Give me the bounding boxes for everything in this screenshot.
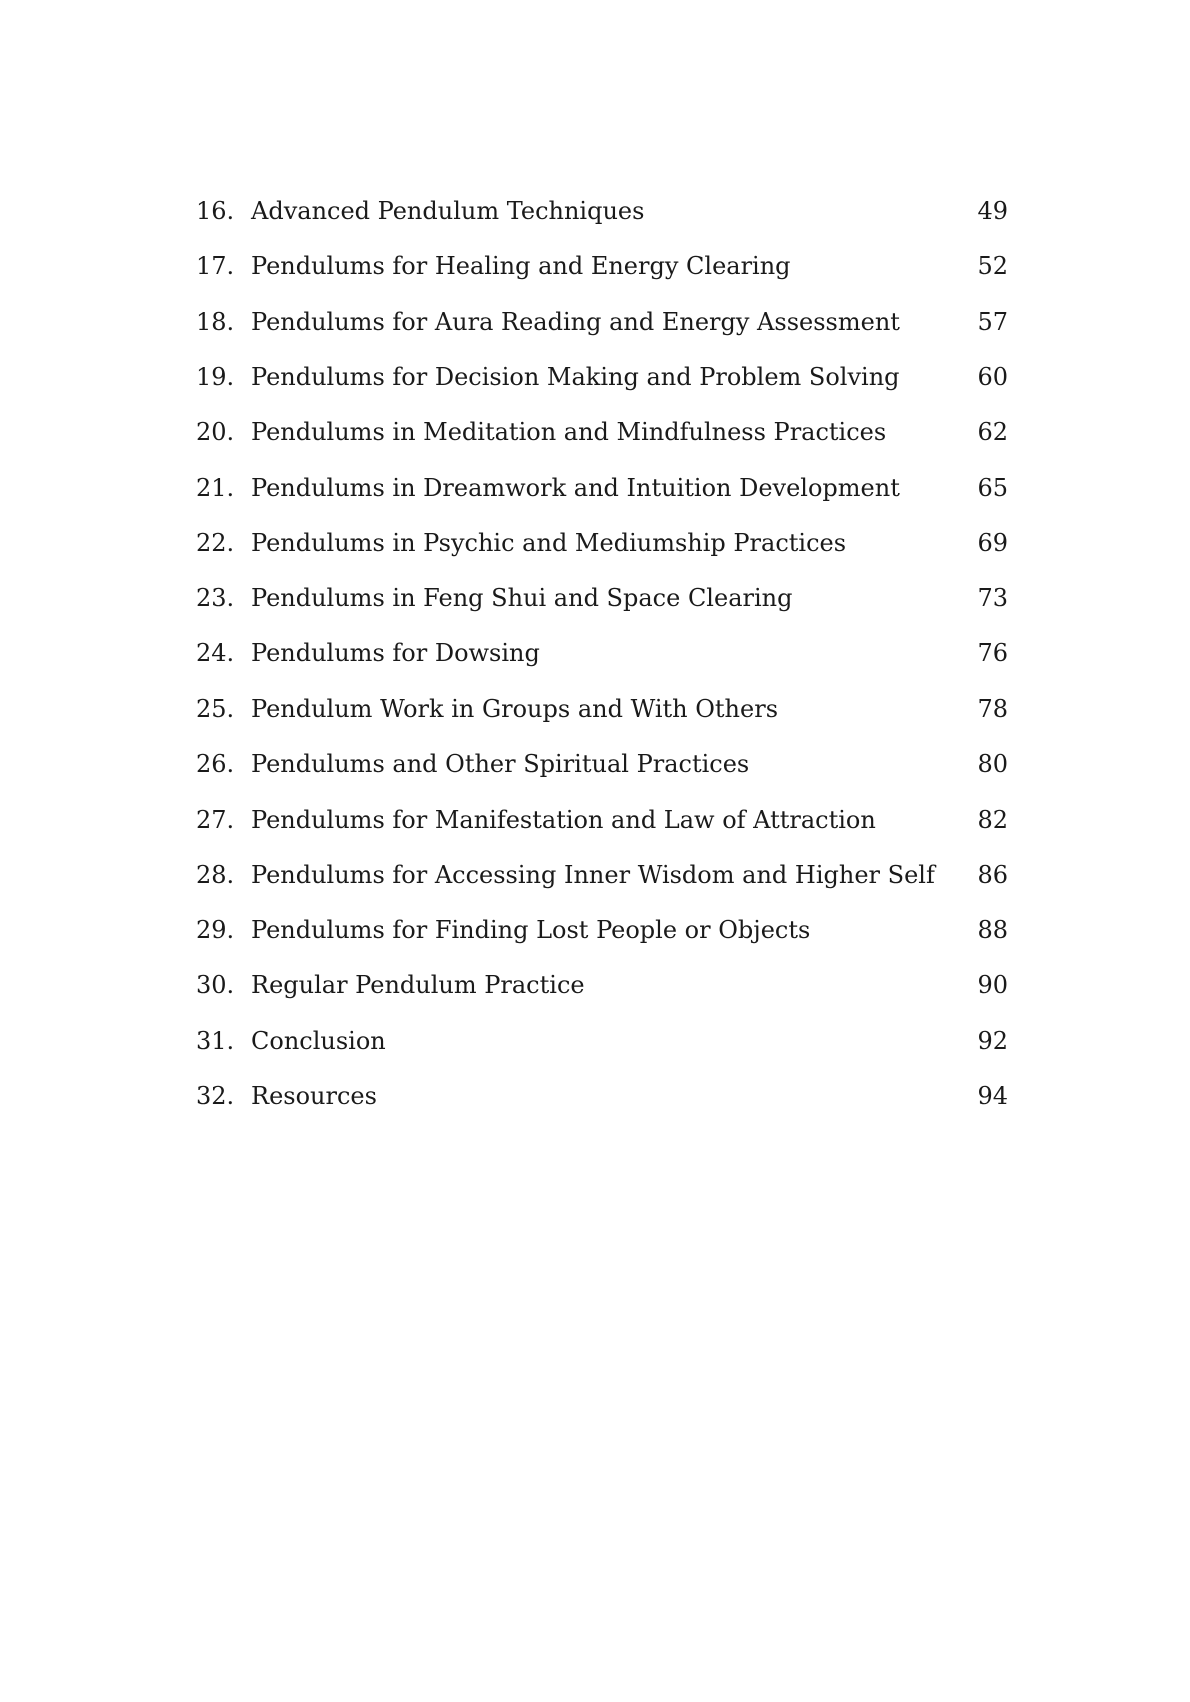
- toc-entry: [196, 246, 1008, 286]
- toc-entry: [196, 965, 1008, 1005]
- chapter-title: Advanced Pendulum Techniques: [251, 197, 645, 225]
- page-number: 60: [977, 363, 1008, 391]
- toc-entry: [196, 744, 1008, 784]
- page-number: 82: [977, 806, 1008, 834]
- chapter-number: 18.: [196, 308, 235, 336]
- toc-entry: [196, 302, 1008, 342]
- chapter-title: Pendulums and Other Spiritual Practices: [251, 750, 750, 778]
- chapter-title: Resources: [251, 1082, 377, 1110]
- chapter-number: 29.: [196, 916, 235, 944]
- chapter-number: 24.: [196, 639, 235, 667]
- page-number: 92: [977, 1027, 1008, 1055]
- toc-entry: [196, 191, 1008, 231]
- page-number: 52: [977, 252, 1008, 280]
- page-number: 69: [977, 529, 1008, 557]
- chapter-title: Pendulums for Healing and Energy Clearing: [251, 252, 791, 280]
- toc-entry: [196, 357, 1008, 397]
- page-number: 62: [977, 418, 1008, 446]
- toc-entry: [196, 855, 1008, 895]
- chapter-number: 30.: [196, 971, 235, 999]
- toc-entry: [196, 689, 1008, 729]
- page-number: 76: [977, 639, 1008, 667]
- page-number: 49: [977, 197, 1008, 225]
- chapter-number: 19.: [196, 363, 235, 391]
- toc-entry: [196, 578, 1008, 618]
- page-number: 86: [977, 861, 1008, 889]
- chapter-title: Pendulums for Aura Reading and Energy Assessment: [251, 308, 900, 336]
- page-number: 78: [977, 695, 1008, 723]
- chapter-number: 21.: [196, 474, 235, 502]
- page-number: 90: [977, 971, 1008, 999]
- chapter-title: Pendulums for Dowsing: [251, 639, 540, 667]
- chapter-title: Pendulums for Decision Making and Problem Solving: [251, 363, 900, 391]
- chapter-number: 28.: [196, 861, 235, 889]
- chapter-number: 31.: [196, 1027, 235, 1055]
- chapter-number: 17.: [196, 252, 235, 280]
- chapter-title: Regular Pendulum Practice: [251, 971, 585, 999]
- chapter-title: Pendulums for Finding Lost People or Objects: [251, 916, 811, 944]
- chapter-title: Pendulums for Manifestation and Law of Attraction: [251, 806, 876, 834]
- chapter-number: 22.: [196, 529, 235, 557]
- chapter-number: 25.: [196, 695, 235, 723]
- toc-entry: [196, 800, 1008, 840]
- chapter-number: 27.: [196, 806, 235, 834]
- toc-entry: [196, 523, 1008, 563]
- page-number: 88: [977, 916, 1008, 944]
- toc-entry: [196, 1021, 1008, 1061]
- page-number: 73: [977, 584, 1008, 612]
- page-number: 94: [977, 1082, 1008, 1110]
- page-number: 57: [977, 308, 1008, 336]
- toc-entry: [196, 412, 1008, 452]
- page-number: 80: [977, 750, 1008, 778]
- chapter-number: 32.: [196, 1082, 235, 1110]
- chapter-title: Pendulums in Feng Shui and Space Clearing: [251, 584, 793, 612]
- toc-entry: [196, 910, 1008, 950]
- chapter-number: 23.: [196, 584, 235, 612]
- toc-entry: [196, 468, 1008, 508]
- toc-entry: [196, 633, 1008, 673]
- chapter-number: 20.: [196, 418, 235, 446]
- chapter-title: Conclusion: [251, 1027, 386, 1055]
- chapter-title: Pendulums in Psychic and Mediumship Practices: [251, 529, 847, 557]
- page-number: 65: [977, 474, 1008, 502]
- chapter-title: Pendulums in Dreamwork and Intuition Development: [251, 474, 900, 502]
- chapter-title: Pendulums for Accessing Inner Wisdom and Higher Self: [251, 861, 935, 889]
- chapter-title: Pendulums in Meditation and Mindfulness Practices: [251, 418, 887, 446]
- toc-entry: [196, 1076, 1008, 1116]
- chapter-title: Pendulum Work in Groups and With Others: [251, 695, 779, 723]
- chapter-number: 26.: [196, 750, 235, 778]
- chapter-number: 16.: [196, 197, 235, 225]
